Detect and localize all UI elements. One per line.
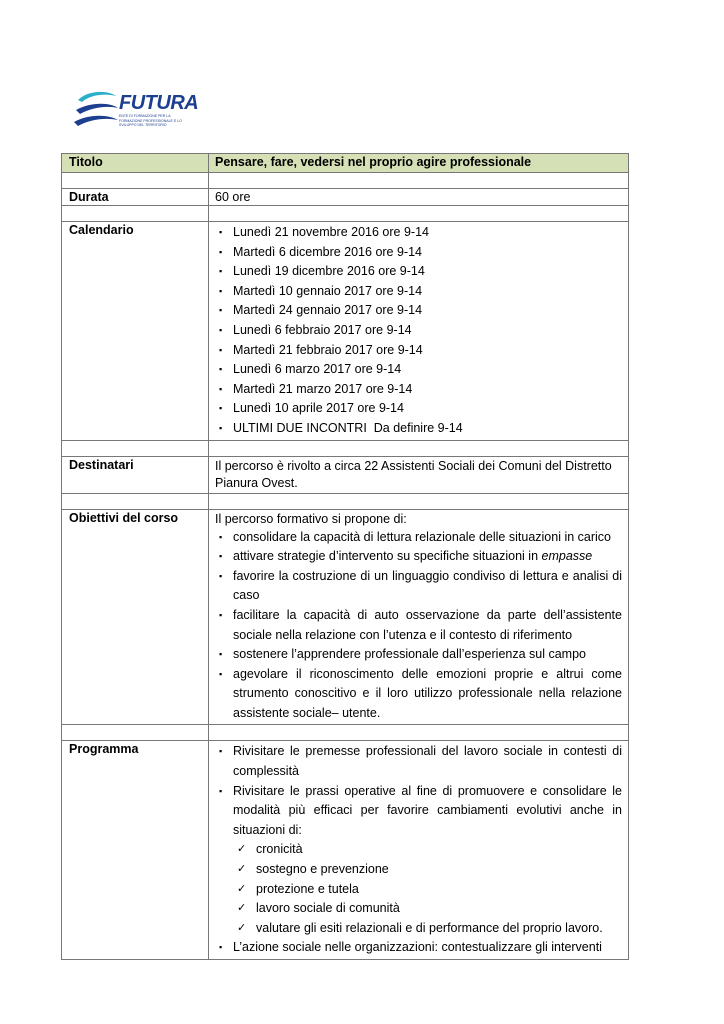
label-destinatari: Destinatari bbox=[62, 456, 209, 493]
label-durata: Durata bbox=[62, 189, 209, 206]
programma-item: ▪ Rivisitare le premesse professionali del lavoro sociale in contesti di complessità bbox=[215, 742, 622, 781]
obiettivi-list bbox=[215, 528, 622, 724]
programma-item: ▪ L’azione sociale nelle organizzazioni: contestualizzare gli interventi bbox=[215, 938, 622, 958]
spacer-row bbox=[62, 493, 629, 509]
programma-subitem: ✓ lavoro sociale di comunità bbox=[215, 899, 622, 919]
calendar-list bbox=[215, 223, 622, 439]
calendar-item: ▪ Lunedì 10 aprile 2017 ore 9-14 bbox=[215, 399, 622, 419]
calendar-item: ▪ ULTIMI DUE INCONTRI Da definire 9-14 bbox=[215, 419, 622, 439]
row-durata bbox=[62, 189, 629, 206]
obiettivo-item: ▪ consolidare la capacità di lettura relazionale delle situazioni in carico bbox=[215, 528, 622, 548]
row-programma bbox=[62, 741, 629, 960]
obiettivo-item: ▪ attivare strategie d’intervento su specifiche situazioni in empasse bbox=[215, 547, 622, 567]
logo-name: FUTURA bbox=[119, 92, 199, 114]
programma-subitem: ✓ cronicità bbox=[215, 840, 622, 860]
course-table bbox=[61, 153, 629, 960]
spacer-row bbox=[62, 725, 629, 741]
label-obiettivi: Obiettivi del corso bbox=[62, 509, 209, 725]
label-calendario: Calendario bbox=[62, 222, 209, 441]
programma-item: ▪ Rivisitare le prassi operative al fine di promuovere e consolidare le modalità più efficaci per favorire cambiamenti evolutivi anche in situazioni di: ✓ cronicità ✓ sostegno e prevenzione ✓ protezione e tutela ✓ lavoro sociale di comunità ✓ valutare gli esiti relazionali e di performance del proprio lavoro. bbox=[215, 782, 622, 939]
row-obiettivi bbox=[62, 509, 629, 725]
row-calendario bbox=[62, 222, 629, 441]
obiettivo-item: ▪ sostenere l’apprendere professionale dall’esperienza sul campo bbox=[215, 645, 622, 665]
label-titolo: Titolo bbox=[62, 154, 209, 173]
obiettivi-intro: Il percorso formativo si propone di: bbox=[215, 511, 407, 526]
spacer-row bbox=[62, 206, 629, 222]
calendar-item: ▪ Martedì 24 gennaio 2017 ore 9-14 bbox=[215, 301, 622, 321]
futura-swoosh-icon bbox=[72, 88, 124, 134]
obiettivo-item: ▪ facilitare la capacità di auto osservazione da parte dell’assistente sociale nella relazione con l’utenza e il contesto di riferimento bbox=[215, 606, 622, 645]
obiettivo-item: ▪ favorire la costruzione di un linguaggio condiviso di lettura e analisi di caso bbox=[215, 567, 622, 606]
spacer-row bbox=[62, 173, 629, 189]
value-titolo: Pensare, fare, vedersi nel proprio agire professionale bbox=[209, 154, 629, 173]
calendar-item: ▪ Lunedì 21 novembre 2016 ore 9-14 bbox=[215, 223, 622, 243]
label-programma: Programma bbox=[62, 741, 209, 960]
programma-subitem: ✓ valutare gli esiti relazionali e di performance del proprio lavoro. bbox=[215, 919, 622, 939]
calendar-item: ▪ Lunedì 6 febbraio 2017 ore 9-14 bbox=[215, 321, 622, 341]
obiettivo-item: ▪ agevolare il riconoscimento delle emozioni proprie e altrui come strumento conoscitivo e il loro utilizzo professionale nella relazione assistente sociale– utente. bbox=[215, 665, 622, 724]
calendar-item: ▪ Lunedì 19 dicembre 2016 ore 9-14 bbox=[215, 262, 622, 282]
value-durata: 60 ore bbox=[209, 189, 629, 206]
spacer-row bbox=[62, 440, 629, 456]
calendar-item: ▪ Martedì 21 febbraio 2017 ore 9-14 bbox=[215, 341, 622, 361]
row-titolo bbox=[62, 154, 629, 173]
calendar-item: ▪ Martedì 6 dicembre 2016 ore 9-14 bbox=[215, 243, 622, 263]
programma-subitem: ✓ sostegno e prevenzione bbox=[215, 860, 622, 880]
calendar-item: ▪ Martedì 10 gennaio 2017 ore 9-14 bbox=[215, 282, 622, 302]
programma-subitem: ✓ protezione e tutela bbox=[215, 880, 622, 900]
value-destinatari: Il percorso è rivolto a circa 22 Assistenti Sociali dei Comuni del Distretto Pianura Ovest. bbox=[209, 456, 629, 493]
calendar-item: ▪ Martedì 21 marzo 2017 ore 9-14 bbox=[215, 380, 622, 400]
futura-logo bbox=[72, 88, 199, 136]
row-destinatari bbox=[62, 456, 629, 493]
calendar-item: ▪ Lunedì 6 marzo 2017 ore 9-14 bbox=[215, 360, 622, 380]
programma-sublist bbox=[215, 840, 622, 938]
logo-subtitle: ENTE DI FORMAZIONE PER LA FORMAZIONE PROFESSIONALE E LO SVILUPPO DEL TERRITORIO bbox=[119, 114, 182, 127]
programma-list bbox=[215, 742, 622, 958]
emphasis-text: empasse bbox=[541, 549, 593, 564]
